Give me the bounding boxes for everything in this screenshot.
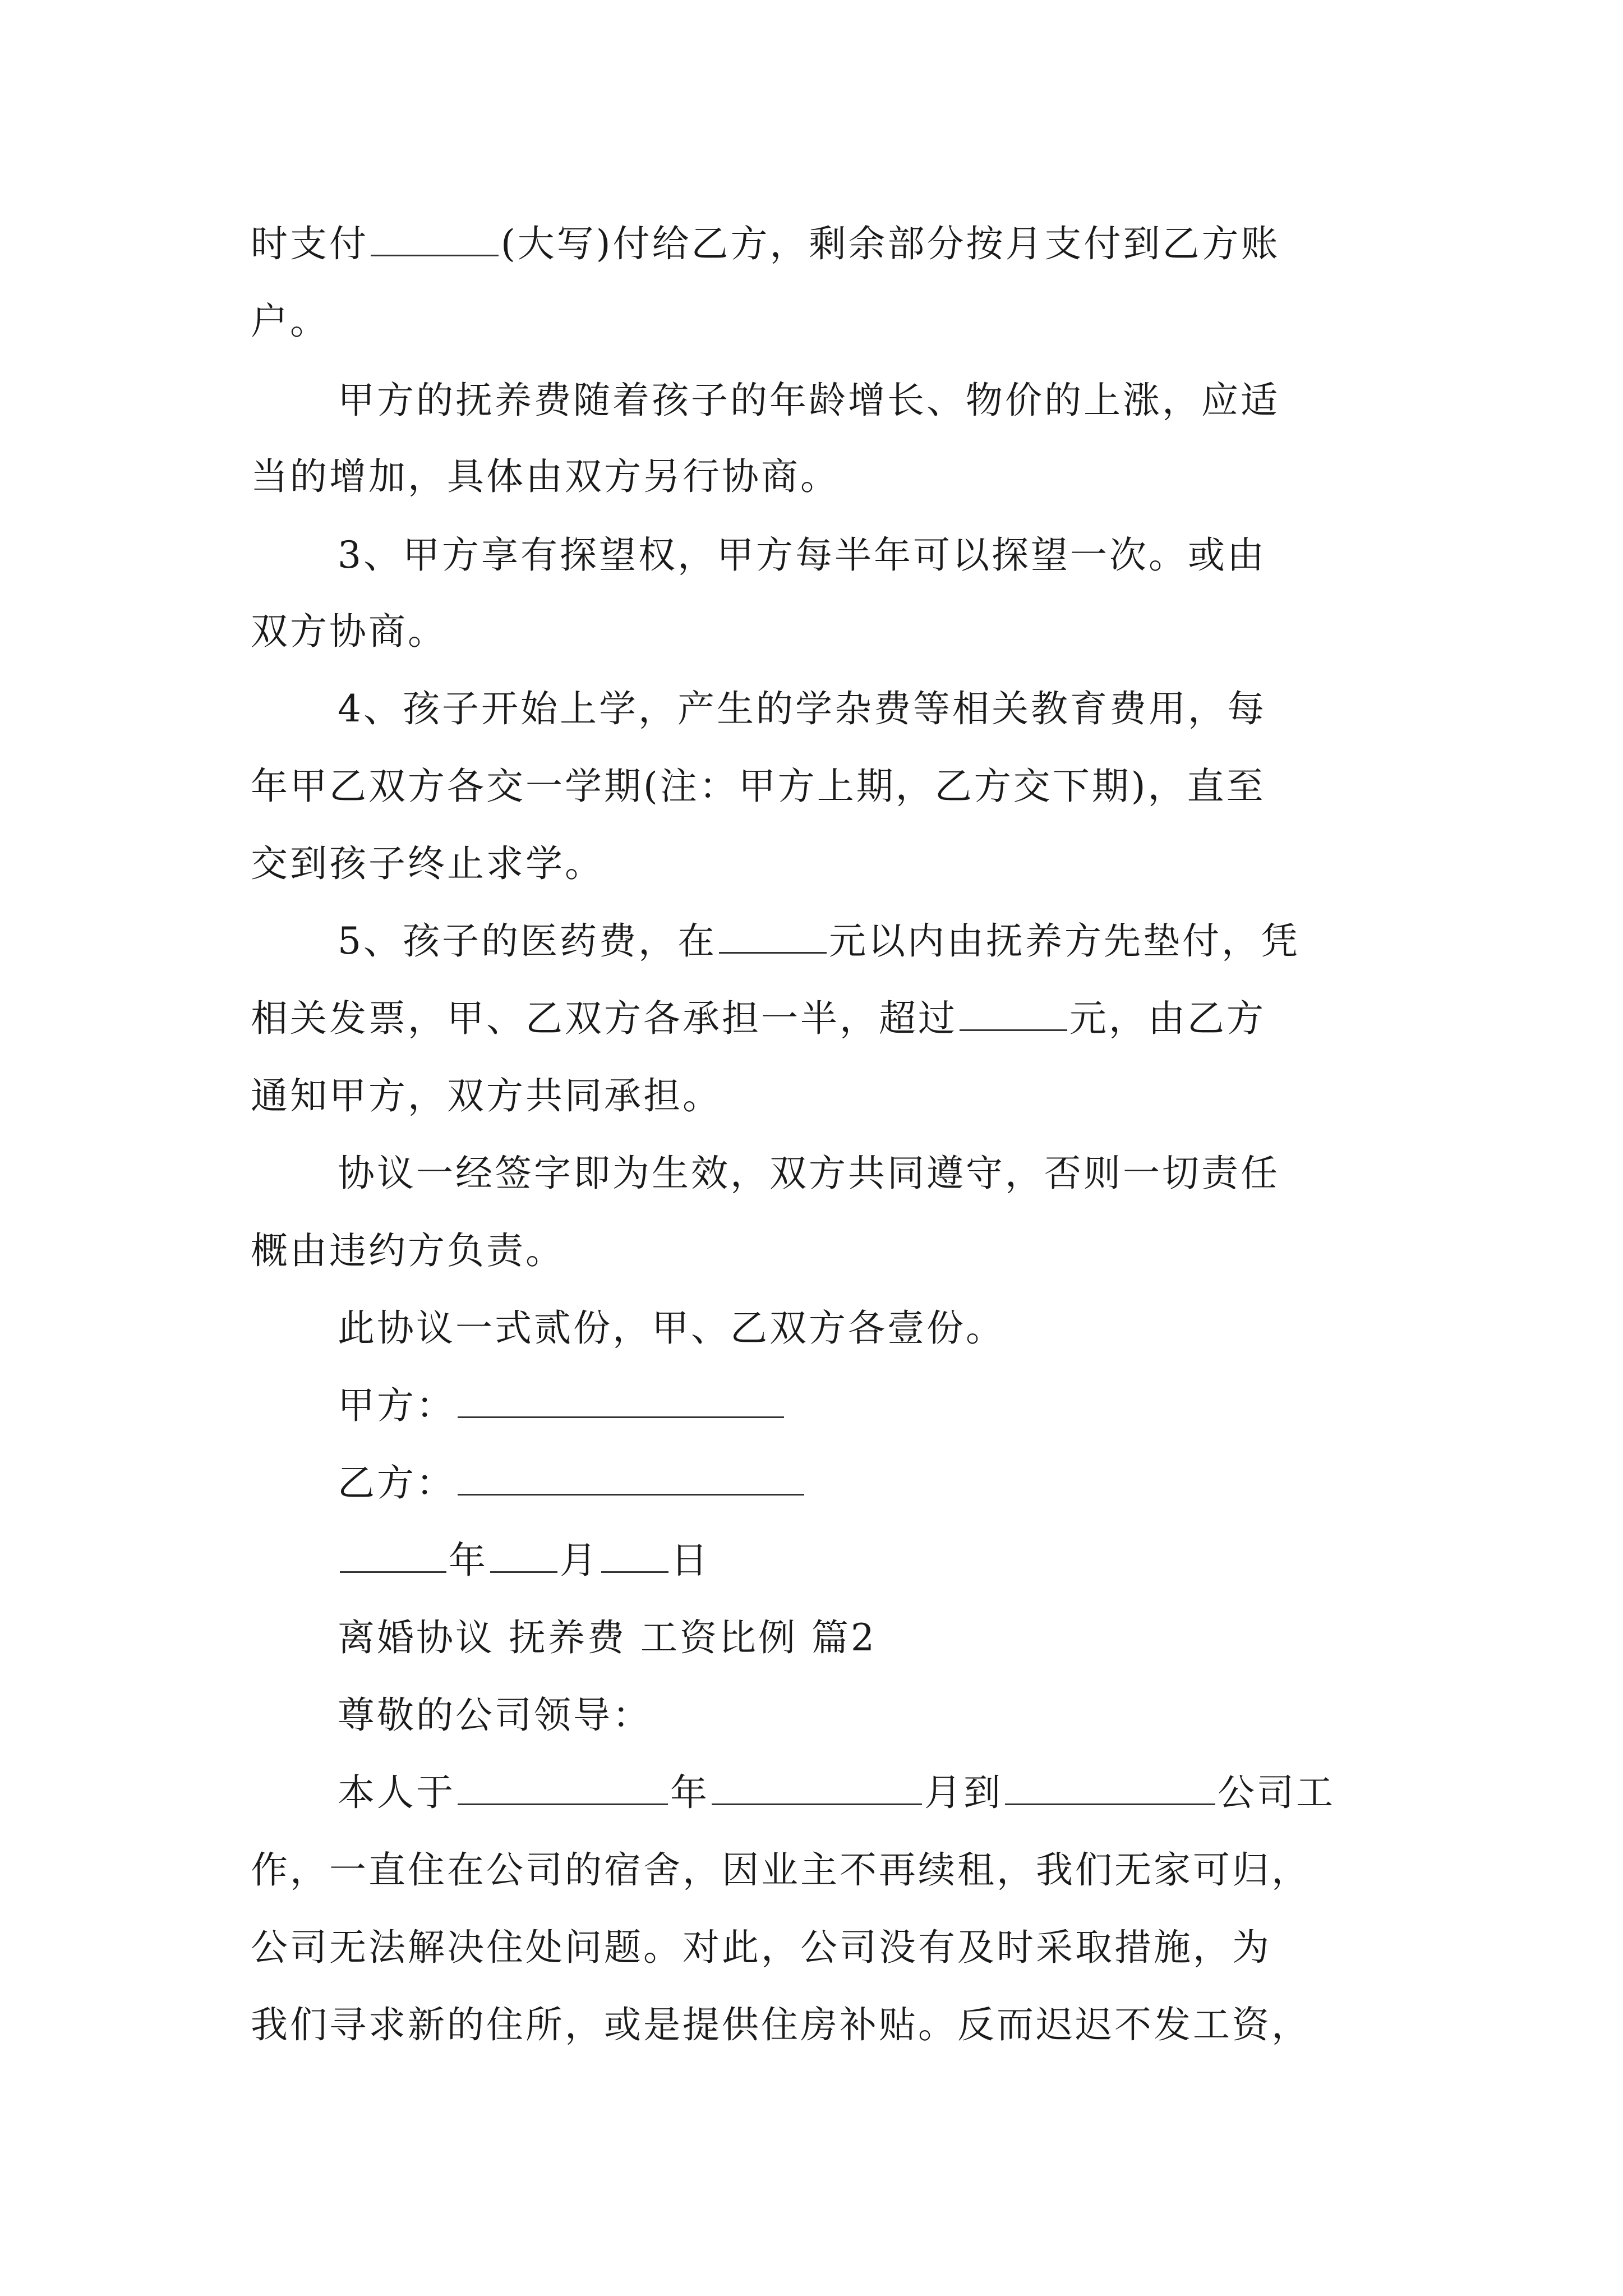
- month-blank: [490, 1540, 557, 1573]
- signature-line-party-a: [338, 1378, 786, 1434]
- line-text: 公司工: [1218, 1771, 1335, 1814]
- line-text: 元，由乙方: [1069, 997, 1266, 1040]
- fill-in-blank: [719, 921, 827, 954]
- year-label: 年: [449, 1539, 488, 1582]
- line-text: 5、孩子的医药费，在: [338, 919, 717, 963]
- paragraph-line: 我们寻求新的住所，或是提供住房补贴。反而迟迟不发工资，: [251, 2003, 1311, 2046]
- fill-in-blank: [712, 1772, 922, 1805]
- party-a-label: 甲方：: [338, 1384, 455, 1427]
- paragraph-line: 作，一直住在公司的宿舍，因业主不再续租，我们无家可归，: [251, 1848, 1311, 1892]
- paragraph-line: [338, 1765, 1335, 1821]
- month-label: 月: [560, 1539, 599, 1582]
- paragraph-line: 当的增加，具体由双方另行协商。: [251, 455, 840, 498]
- paragraph-line: 公司无法解决住处问题。对此，公司没有及时采取措施，为: [251, 1926, 1271, 1969]
- paragraph-line: 户。: [251, 300, 329, 343]
- line-text: 时支付: [251, 222, 368, 265]
- line-text: 月到: [924, 1771, 1003, 1814]
- paragraph-line: [338, 913, 1300, 969]
- fill-in-blank: [458, 1772, 668, 1805]
- fill-in-blank: [1005, 1772, 1215, 1805]
- paragraph-line: 此协议一式贰份，甲、乙双方各壹份。: [338, 1306, 1005, 1350]
- line-text: 本人于: [338, 1771, 455, 1814]
- paragraph-line: 通知甲方，双方共同承担。: [251, 1074, 722, 1117]
- party-a-signature-blank: [458, 1385, 784, 1418]
- party-b-label: 乙方：: [338, 1461, 455, 1504]
- signature-line-party-b: [338, 1455, 806, 1511]
- paragraph-line: 双方协商。: [251, 610, 447, 653]
- paragraph-line: 甲方的抚养费随着孩子的年龄增长、物价的上涨，应适: [338, 379, 1280, 422]
- paragraph-line: 3、甲方享有探望权，甲方每半年可以探望一次。或由: [338, 533, 1266, 577]
- date-line: [338, 1533, 710, 1589]
- fill-in-blank: [960, 998, 1067, 1031]
- paragraph-line: 交到孩子终止求学。: [251, 842, 604, 885]
- party-b-signature-blank: [458, 1462, 804, 1496]
- year-blank: [340, 1540, 446, 1573]
- line-text: 元以内由抚养方先垫付，凭: [829, 919, 1300, 963]
- line-text: 年: [670, 1771, 709, 1814]
- line-text: (大写)付给乙方，剩余部分按月支付到乙方账: [501, 222, 1280, 265]
- day-blank: [601, 1540, 668, 1573]
- salutation: 尊敬的公司领导：: [338, 1694, 652, 1737]
- paragraph-line: 4、孩子开始上学，产生的学杂费等相关教育费用，每: [338, 687, 1266, 730]
- paragraph-line: [251, 216, 1280, 272]
- paragraph-line: 概由违约方负责。: [251, 1229, 565, 1272]
- paragraph-line: [251, 991, 1266, 1047]
- section-heading: 离婚协议 抚养费 工资比例 篇2: [338, 1616, 877, 1659]
- paragraph-line: 协议一经签字即为生效，双方共同遵守，否则一切责任: [338, 1152, 1280, 1195]
- line-text: 相关发票，甲、乙双方各承担一半，超过: [251, 997, 957, 1040]
- fill-in-blank: [371, 223, 499, 256]
- day-label: 日: [671, 1539, 710, 1582]
- paragraph-line: 年甲乙双方各交一学期(注：甲方上期，乙方交下期)，直至: [251, 765, 1266, 808]
